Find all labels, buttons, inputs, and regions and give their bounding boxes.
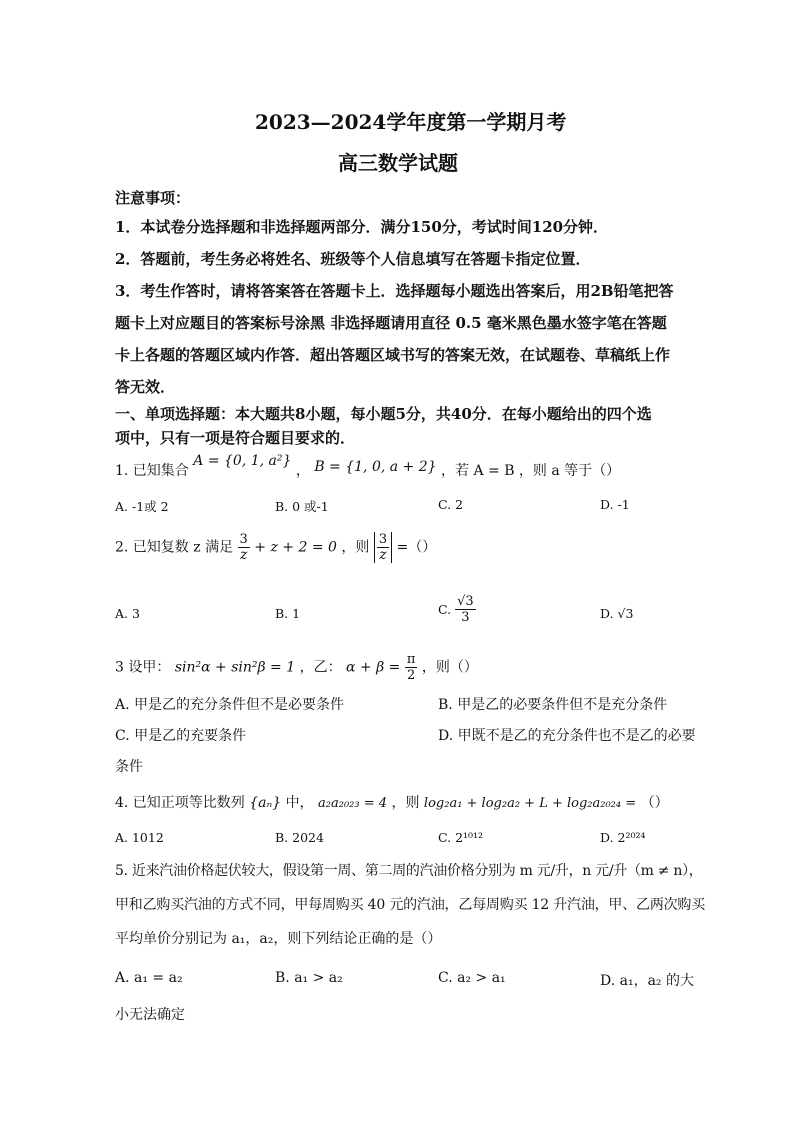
q3-option-d: D. 甲既不是乙的充分条件也不是乙的必要 [438, 728, 696, 744]
q2-option-c-num: √3 [457, 594, 474, 609]
exam-title: 2023—2024学年度第一学期月考 [255, 110, 567, 134]
q1-sep: ， [295, 463, 310, 479]
section-heading-line-1: 一、单项选择题：本大题共8小题，每小题5分，共40分．在每小题给出的四个选 [115, 405, 652, 423]
q2-option-c-label: C. [438, 602, 452, 617]
q3-prefix: 3 设甲： [115, 659, 171, 676]
q1-set-b: B = {1, 0, a + 2} [314, 459, 437, 475]
question-5-line-2: 甲和乙购买汽油的方式不同，甲每周购买 40 元的汽油，乙每周购买 12 升汽油，甲、乙两次购买 [115, 897, 706, 913]
q4-expression: log₂a₁ + log₂a₂ + L + log₂a₂₀₂₄ = [423, 796, 637, 811]
q2-abs-den: z [379, 547, 387, 563]
q4-ask: ，则 [391, 795, 420, 811]
question-1-stem [115, 453, 621, 480]
q4-sequence: {aₙ} [249, 795, 282, 811]
q2-abs-num: 3 [378, 532, 388, 547]
q1-option-a: A. -1或 2 [115, 499, 169, 514]
section-heading-line-2: 项中，只有一项是符合题目要求的． [115, 429, 356, 447]
q4-option-b: B. 2024 [275, 830, 324, 845]
q2-ask-end: =（） [396, 539, 437, 556]
q3-fraction [405, 652, 418, 683]
q1-set-a: A = {0, 1, a²} [193, 453, 292, 469]
q2-frac-den: z [239, 547, 248, 563]
q3-mid: ，乙： [299, 659, 342, 676]
q5-option-c: C. a₂ > a₁ [438, 970, 506, 986]
q2-frac-num: 3 [239, 532, 248, 547]
notice-line-3d: 答无效． [115, 378, 176, 396]
notice-line-2: 2．答题前，考生务必将姓名、班级等个人信息填写在答题卡指定位置． [115, 250, 591, 268]
q2-abs [374, 532, 392, 563]
q1-option-b: B. 0 或-1 [275, 499, 329, 514]
q4-prefix: 4. 已知正项等比数列 [115, 795, 245, 811]
q3-expr-1: sin²α + sin²β = 1 [174, 659, 296, 676]
q2-abs-fraction [377, 532, 389, 563]
q3-frac-den: 2 [406, 668, 416, 683]
q4-mid: 中， [285, 795, 314, 811]
notice-line-3c: 卡上各题的答题区域内作答．超出答题区域书写的答案无效，在试题卷、草稿纸上作 [115, 346, 671, 364]
q3-option-b: B. 甲是乙的必要条件但不是充分条件 [438, 697, 668, 713]
q4-option-a: A. 1012 [115, 830, 164, 845]
exam-subtitle: 高三数学试题 [338, 151, 458, 175]
q2-option-c [438, 594, 476, 625]
q5-option-d: D. a₁，a₂ 的大 [600, 973, 694, 989]
q2-equation: + z + 2 = 0 [254, 539, 337, 556]
q3-expr-2: α + β = [346, 659, 401, 676]
q1-cond: ，若 A = B ，则 a 等于（） [441, 463, 621, 479]
q4-option-c: C. 2¹⁰¹² [438, 830, 484, 845]
notice-line-3b: 题卡上对应题目的答案标号涂黑 非选择题请用直径 0.5 毫米黑色墨水签字笔在答题 [115, 314, 667, 332]
q3-frac-num: π [406, 652, 416, 667]
q5-option-b: B. a₁ > a₂ [275, 970, 343, 986]
notice-line-3a: 3．考生作答时，请将答案答在答题卡上．选择题每小题选出答案后，用2B铅笔把答 [115, 282, 674, 300]
q1-prefix: 1. 已知集合 [115, 463, 189, 479]
notice-line-1: 1．本试卷分选择题和非选择题两部分．满分150分，考试时间120分钟． [115, 218, 609, 236]
q2-option-c-fraction [455, 594, 476, 625]
q2-option-d: D. √3 [600, 606, 634, 621]
q3-option-c: C. 甲是乙的充要条件 [115, 728, 247, 744]
question-5-line-1: 5. 近来汽油价格起伏较大，假设第一周、第二周的汽油价格分别为 m 元/升，n 元/升（m ≠ n）， [115, 863, 703, 879]
q1-option-d: D. -1 [600, 497, 630, 512]
question-5-line-3: 平均单价分别记为 a₁，a₂，则下列结论正确的是（） [115, 931, 442, 947]
q1-option-c: C. 2 [438, 497, 464, 512]
q2-option-c-den: 3 [461, 610, 470, 625]
q2-option-b: B. 1 [275, 606, 301, 621]
question-3-stem [115, 652, 478, 683]
q4-condition: a₂a₂₀₂₃ = 4 [318, 796, 388, 811]
q2-ask: ，则 [341, 539, 370, 556]
q3-option-a: A. 甲是乙的充分条件但不是必要条件 [115, 697, 345, 713]
q2-prefix: 2. 已知复数 z 满足 [115, 539, 234, 556]
q2-fraction [238, 532, 250, 563]
q5-option-a: A. a₁ = a₂ [115, 970, 183, 986]
q3-option-d-wrap: 条件 [115, 759, 143, 775]
q5-option-d-wrap: 小无法确定 [115, 1007, 185, 1023]
question-4-stem [115, 792, 669, 812]
notice-heading: 注意事项： [115, 189, 191, 207]
q3-end: ，则（） [421, 659, 478, 676]
question-2-stem [115, 532, 436, 563]
q4-option-d: D. 2²⁰²⁴ [600, 830, 646, 845]
q4-end: （） [640, 795, 669, 811]
q2-option-a: A. 3 [115, 606, 140, 621]
